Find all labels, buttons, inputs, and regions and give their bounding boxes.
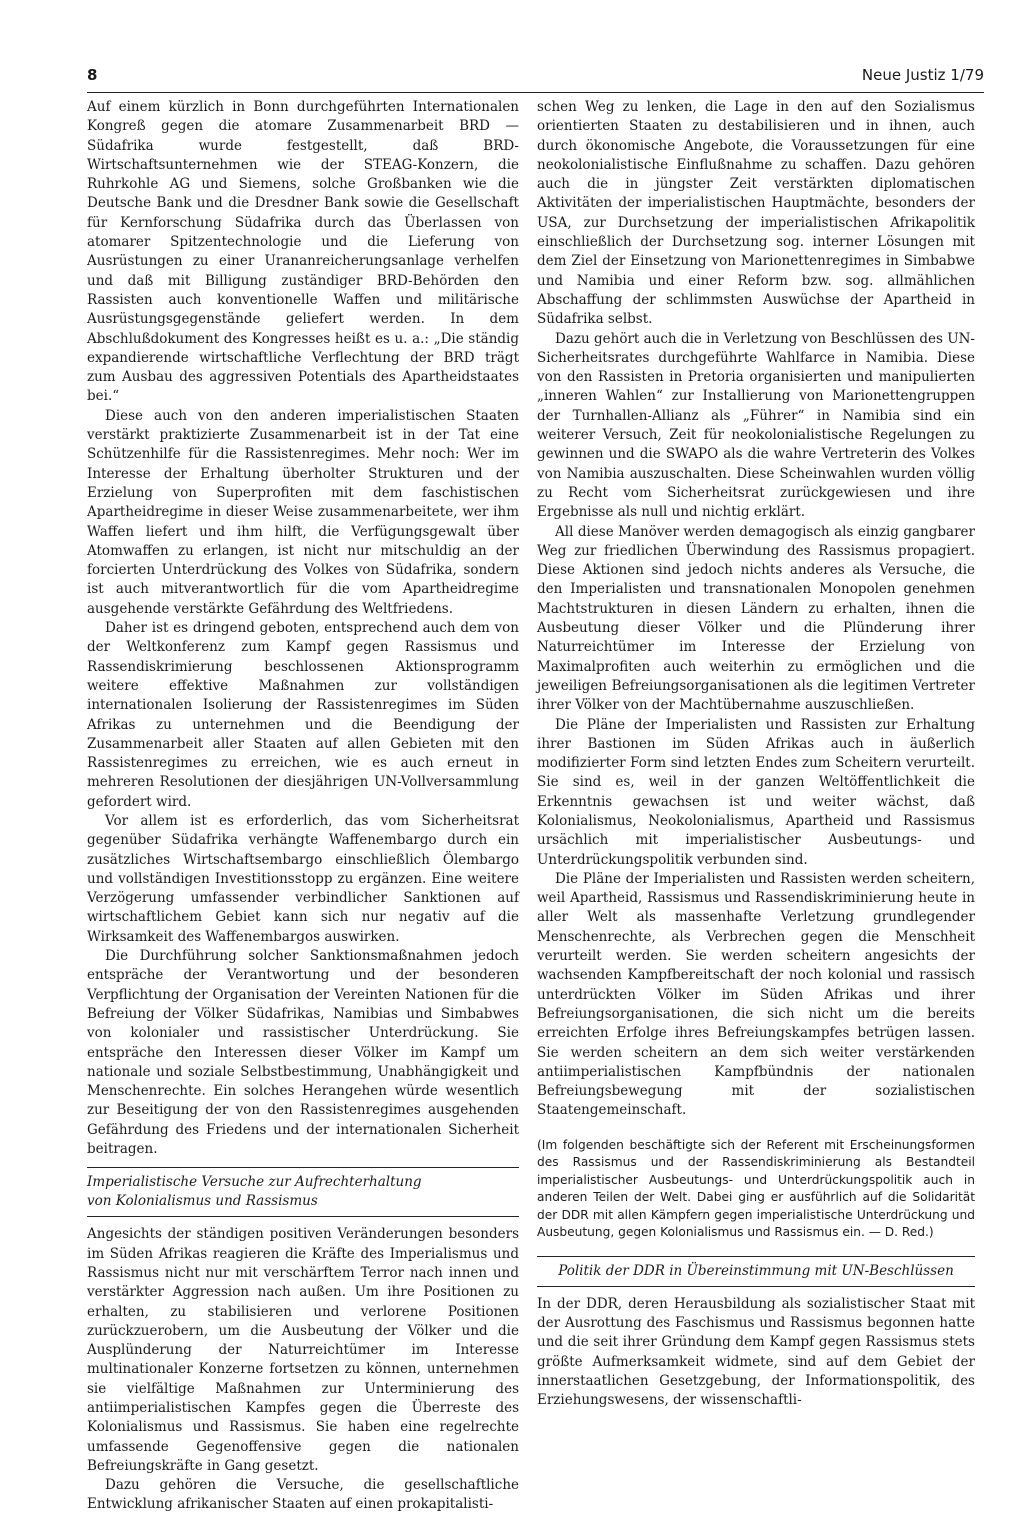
paragraph: Angesichts der ständigen positiven Veränderungen besonders im Süden Afrikas reagieren die Kräfte des Imperialismus und Rassismus nicht nur mit verschärftem Terror nach innen und verstärkter Aggression nach außen. Um ihre Positionen zu erhalten, zu stabilisieren und verlorene Positionen zurückzuerobern, um die Ausbeutung der Völker und die Ausplünderung der Naturreichtümer im Interesse multinationaler Konzerne fortsetzen zu können, unternehmen sie vielfältige Maßnahmen zur Unterminierung des antiimperialistischen Kampfes gegen die Überreste des Kolonialismus und Rassismus. Sie haben eine regelrechte umfassende Gegenoffensive gegen die nationalen Befreiungskräfte in Gang gesetzt. (87, 1226, 519, 1474)
paragraph: Dazu gehören die Versuche, die gesellschaftliche Entwicklung afrikanischer Staaten auf einen prokapitalisti- (87, 1477, 519, 1513)
page-header (87, 64, 984, 93)
left-column (87, 98, 519, 1515)
paragraph: schen Weg zu lenken, die Lage in den auf den Sozialismus orientierten Staaten zu destabilisieren und in ihnen, auch durch ökonomische Angebote, die Voraussetzungen für eine neokolonialistische Einflußnahme zu schaffen. Dazu gehören auch die in jüngster Zeit verstärkten diplomatischen Aktivitäten der imperialistischen Hauptmächte, besonders der USA, zur Durchsetzung der imperialistischen Afrikapolitik einschließlich der Durchsetzung sog. interner Lösungen mit dem Ziel der Einsetzung von Marionettenregimes in Simbabwe und Namibia und einer Reform bzw. sog. allmählichen Abschaffung der schlimmsten Auswüchse der Apartheid in Südafrika selbst. (537, 99, 975, 328)
section-heading-line: von Kolonialismus und Rassismus (87, 1193, 318, 1210)
right-column (537, 98, 975, 1411)
section-heading: Politik der DDR in Übereinstimmung mit UN-Beschlüssen (537, 1256, 975, 1287)
paragraph: Dazu gehört auch die in Verletzung von Beschlüssen des UN-Sicherheitsrates durchgeführte Wahlfarce in Namibia. Diese von den Rassisten in Pretoria organisierten und manipulierten „inneren Wahlen“ zur Installierung von Marionettengruppen der Turnhallen-Allianz als „Führer“ in Namibia sind ein weiterer Versuch, Zeit für neokolonialistische Regelungen zu gewinnen und die SWAPO als die wahre Vertreterin des Volkes von Namibia auszuschalten. Diese Scheinwahlen wurden völlig zu Recht vom Sicherheitsrat zurückgewiesen und ihre Ergebnisse als null und nichtig erklärt. (537, 330, 975, 521)
paragraph: Auf einem kürzlich in Bonn durchgeführten Internationalen Kongreß gegen die atomare Zusammenarbeit BRD — Südafrika wurde festgestellt, daß BRD-Wirtschaftsunternehmen wie der STEAG-Konzern, die Ruhrkohle AG und Siemens, solche Großbanken wie die Deutsche Bank und die Dresdner Bank sowie die Gesellschaft für Kernforschung Südafrika durch das Überlassen von atomarer Spitzentechnologie und die Lieferung von Ausrüstungen zu einer Urananreicherungsanlage verhelfen und daß mit Billigung zuständiger BRD-Behörden den Rassisten auch konventionelle Waffen und militärische Ausrüstungsgegenstände geliefert werden. In dem Abschlußdokument des Kongresses heißt es u. a.: „Die ständig expandierende wirtschaftliche Verflechtung der BRD trägt zum Ausbau des aggressiven Potentials des Apartheidstaates bei.“ (87, 99, 519, 405)
paragraph: Die Pläne der Imperialisten und Rassisten werden scheitern, weil Apartheid, Rassismus und Rassendiskriminierung heute in aller Welt als massenhafte Verletzung grundlegender Menschenrechte, als Verbrechen gegen die Menschheit verurteilt werden. Sie werden scheitern angesichts der wachsenden Kampfbereitschaft der noch kolonial und rassisch unterdrückten Völker im Süden Afrikas und ihrer Befreiungsorganisationen, die sich nicht um die bereits erreichten Erfolge ihres Befreiungskampfes betrügen lassen. Sie werden scheitern an dem sich weiter verstärkenden antiimperialistischen Kampfbündnis der nationalen Befreiungsbewegung mit der sozialistischen Staatengemeinschaft. (537, 870, 975, 1119)
section-heading-line: Imperialistische Versuche zur Aufrechterhaltung (87, 1174, 422, 1191)
journal-title: Neue Justiz 1/79 (861, 66, 984, 84)
paragraph: Die Durchführung solcher Sanktionsmaßnahmen jedoch entspräche der Verantwortung und der besonderen Verpflichtung der Organisation der Vereinten Nationen für die Befreiung der Völker Südafrikas, Namibias und Simbabwes von kolonialer und rassistischer Unterdrückung. Sie entspräche den Interessen dieser Völker im Kampf um nationale und soziale Selbstbestimmung, Unabhängigkeit und Menschenrechte. Ein solches Herangehen würde wesentlich zur Beseitigung der von den Rassistenregimes ausgehenden Gefährdung des Friedens und der internationalen Sicherheit beitragen. (87, 948, 519, 1158)
editorial-note: (Im folgenden beschäftigte sich der Referent mit Erscheinungsformen des Rassismus und der Rassendiskriminierung als Bestandteil imperialistischer Ausbeutungs- und Unterdrückungspolitik auch in anderen Teilen der Welt. Dabei ging er ausführlich auf die Solidarität der DDR mit allen Kämpfern gegen imperialistische Unterdrückung und Ausbeutung, gegen Kolonialismus und Rassismus ein. — D. Red.) (537, 1137, 975, 1240)
paragraph: All diese Manöver werden demagogisch als einzig gangbarer Weg zur friedlichen Überwindung des Rassismus propagiert. Diese Aktionen sind jedoch nichts anderes als Versuche, die den Imperialisten und transnationalen Monopolen genehmen Machtstrukturen in diesen Ländern zu erhalten, ihnen die Ausbeutung dieser Völker und die Plünderung ihrer Naturreichtümer im Interesse der Erzielung von Maximalprofiten auch weiterhin zu ermöglichen und die jeweiligen Befreiungsorganisationen als die legitimen Vertreter ihrer Völker von der Machtübernahme auszuschließen. (537, 523, 975, 714)
page-number: 8 (87, 66, 98, 84)
paragraph: Daher ist es dringend geboten, entsprechend auch dem von der Weltkonferenz zum Kampf gegen Rassismus und Rassendiskrimierung beschlossenen Aktionsprogramm weitere effektive Maßnahmen zur vollständigen internationalen Isolierung der Rassistenregimes im Süden Afrikas zu unternehmen und die Beendigung der Zusammenarbeit aller Staaten auf allen Gebieten mit den Rassistenregimes zu erreichen, wie es auch erneut in mehreren Resolutionen der diesjährigen UN-Vollversammlung gefordert wird. (87, 620, 519, 810)
paragraph: Vor allem ist es erforderlich, das vom Sicherheitsrat gegenüber Südafrika verhängte Waffenembargo durch ein zusätzliches Wirtschaftsembargo einschließlich Ölembargo und vollständigen Investitionsstopp zu ergänzen. Eine weitere Verzögerung umfassender verbindlicher Sanktionen auf wirtschaftlichem Gebiet kann sich nur negativ auf die Wirksamkeit des Waffenembargos auswirken. (87, 812, 519, 945)
paragraph: Diese auch von den anderen imperialistischen Staaten verstärkt praktizierte Zusammenarbeit ist in der Tat eine Schützenhilfe für die Rassistenregimes. Mehr noch: Wer im Interesse der Erhaltung überholter Strukturen und der Erzielung von Superprofiten mit dem faschistischen Apartheidregime in dieser Weise zusammenarbeitete, wer ihm Waffen liefert und ihm hilft, die Verfügungsgewalt über Atomwaffen zu erlangen, ist nicht nur mitschuldig an der forcierten Unterdrückung des Volkes von Südafrika, sondern ist auch mitverantwortlich für die vom Apartheidregime ausgehende verstärkte Gefährdung des Weltfriedens. (87, 407, 519, 617)
paragraph: In der DDR, deren Herausbildung als sozialistischer Staat mit der Ausrottung des Faschismus und Rassismus begonnen hatte und die seit ihrer Gründung dem Kampf gegen Rassismus stets größte Aufmerksamkeit widmete, sind auf dem Gebiet der innerstaatlichen Gesetzgebung, der Informationspolitik, des Erziehungswesens, der wissenschaftli- (537, 1295, 975, 1409)
paragraph: Die Pläne der Imperialisten und Rassisten zur Erhaltung ihrer Bastionen im Süden Afrikas auch in äußerlich modifizierter Form sind letzten Endes zum Scheitern verurteilt. Sie sind es, weil in der ganzen Weltöffentlichkeit die Erkenntnis gewachsen ist und weiter wächst, daß Kolonialismus, Neokolonialismus, Apartheid und Rassismus ursächlich mit imperialistischer Ausbeutungs- und Unterdrückungspolitik verbunden sind. (537, 716, 975, 868)
section-heading (87, 1167, 519, 1217)
